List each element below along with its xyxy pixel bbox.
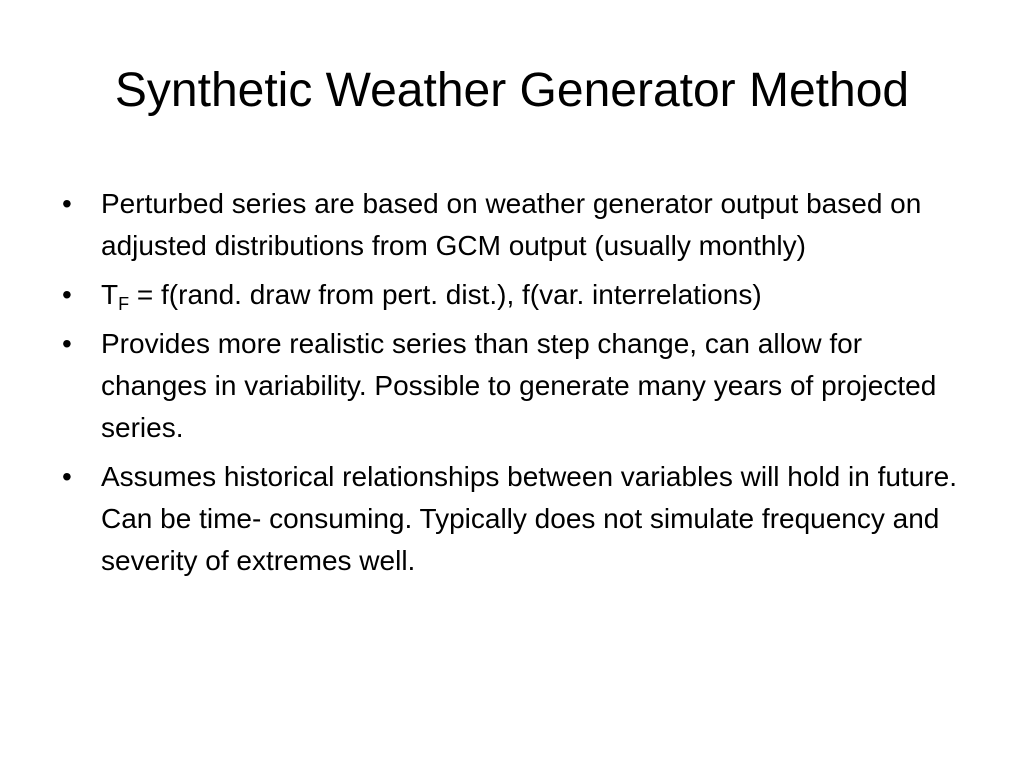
bullet-item-4 [62, 456, 972, 582]
slide-title: Synthetic Weather Generator Method [114, 64, 910, 117]
bullet-item-1 [62, 183, 972, 267]
bullet-icon: • [62, 461, 72, 492]
bullet-icon: • [62, 328, 72, 359]
bullet-text: Perturbed series are based on weather generator output based on adjusted distributions from GCM output (usually monthly) [101, 188, 922, 261]
bullet-formula-lead: T [101, 279, 119, 310]
bullet-text: Assumes historical relationships between variables will hold in future. Can be time- consuming. Typically does not simulate frequency and severity of extremes well. [101, 461, 957, 576]
bullet-text: Provides more realistic series than step change, can allow for changes in variability. Possible to generate many years of projected series. [101, 328, 937, 443]
bullet-list [62, 183, 972, 589]
bullet-formula-subscript: F [118, 294, 130, 314]
bullet-icon: • [62, 188, 72, 219]
bullet-formula-rest: = f(rand. draw from pert. dist.), f(var. interrelations) [129, 279, 762, 310]
bullet-item-3 [62, 323, 972, 449]
bullet-item-2 [62, 274, 972, 316]
bullet-icon: • [62, 279, 72, 310]
